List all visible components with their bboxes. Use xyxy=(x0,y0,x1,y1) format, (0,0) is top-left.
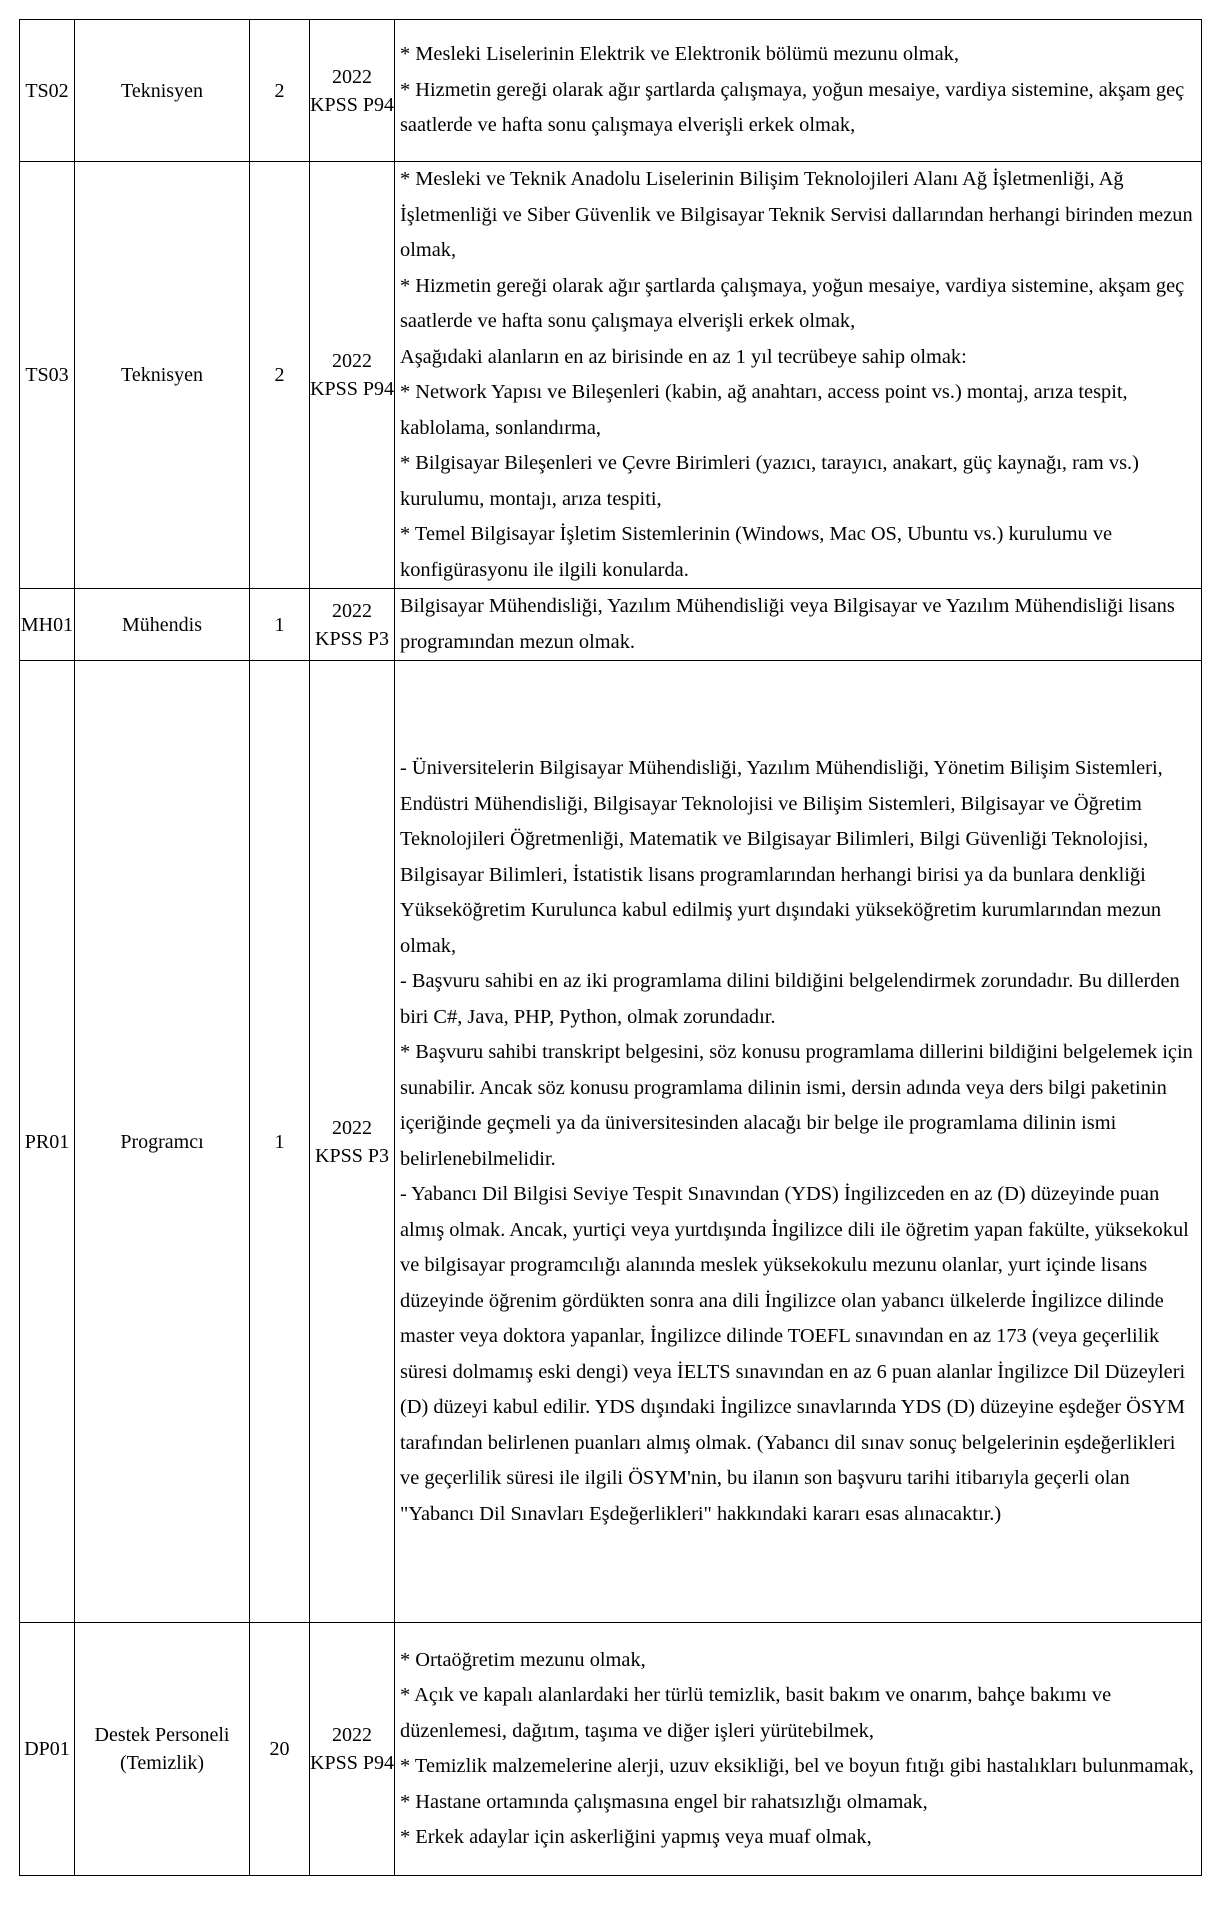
requirement-line: Bilgisayar Mühendisliği, Yazılım Mühendisliği veya Bilgisayar ve Yazılım Mühendisliği lisans programından mezun olmak. xyxy=(400,595,1175,653)
requirements-cell xyxy=(395,1623,1202,1876)
requirement-line: * Mesleki Liselerinin Elektrik ve Elektronik bölümü mezunu olmak, xyxy=(400,43,959,66)
requirement-line: * Mesleki ve Teknik Anadolu Liselerinin Bilişim Teknolojileri Alanı Ağ İşletmenliği, Ağ İşletmenliği ve Siber Güvenlik ve Bilgisayar Teknik Servisi dallarından herhangi birinden mezun olmak, xyxy=(400,168,1193,261)
table-row xyxy=(20,589,1202,661)
exam-type: KPSS P3 xyxy=(315,627,389,650)
requirements-cell xyxy=(395,20,1202,162)
position-code: TS03 xyxy=(20,162,75,589)
requirement-line: * Açık ve kapalı alanlardaki her türlü temizlik, basit bakım ve onarım, bahçe bakımı ve düzenlemesi, dağıtım, taşıma ve diğer işleri yürütebilmek, xyxy=(400,1684,1112,1742)
exam-info xyxy=(310,20,395,162)
position-title: Mühendis xyxy=(75,589,250,661)
exam-info xyxy=(310,162,395,589)
exam-type: KPSS P3 xyxy=(315,1144,389,1167)
requirement-line: - Başvuru sahibi en az iki programlama dilini bildiğini belgelendirmek zorundadır. Bu dillerden biri C#, Java, PHP, Python, olmak zorundadır. xyxy=(400,970,1180,1028)
exam-year: 2022 xyxy=(332,599,372,622)
position-title: Teknisyen xyxy=(75,20,250,162)
requirement-line: * Temel Bilgisayar İşletim Sistemlerinin (Windows, Mac OS, Ubuntu vs.) kurulumu ve konfigürasyonu ile ilgili konularda. xyxy=(400,523,1113,581)
requirement-line: * Bilgisayar Bileşenleri ve Çevre Birimleri (yazıcı, tarayıcı, anakart, güç kaynağı, ram vs.) kurulumu, montajı, arıza tespiti, xyxy=(400,452,1139,510)
position-code: PR01 xyxy=(20,661,75,1623)
exam-year: 2022 xyxy=(332,1724,372,1746)
exam-info xyxy=(310,661,395,1623)
requirements-cell xyxy=(395,589,1202,661)
table-row xyxy=(20,20,1202,162)
requirements-cell xyxy=(395,661,1202,1623)
exam-year: 2022 xyxy=(332,1116,372,1139)
exam-type: KPSS P94 xyxy=(310,1752,394,1774)
position-count: 20 xyxy=(250,1623,310,1876)
requirement-line: * Temizlik malzemelerine alerji, uzuv eksikliği, bel ve boyun fıtığı gibi hastalıkları bulunmamak, xyxy=(400,1755,1194,1777)
position-count: 1 xyxy=(250,661,310,1623)
exam-year: 2022 xyxy=(332,65,372,88)
table-row xyxy=(20,162,1202,589)
requirement-line: * Erkek adaylar için askerliğini yapmış veya muaf olmak, xyxy=(400,1826,872,1848)
document-page xyxy=(19,19,1202,1876)
position-code: TS02 xyxy=(20,20,75,162)
exam-year: 2022 xyxy=(332,350,372,372)
requirement-line: * Hastane ortamında çalışmasına engel bir rahatsızlığı olmamak, xyxy=(400,1790,928,1813)
exam-info xyxy=(310,589,395,661)
position-title: Programcı xyxy=(75,661,250,1623)
positions-table xyxy=(19,19,1202,1876)
exam-type: KPSS P94 xyxy=(310,378,394,400)
position-count: 1 xyxy=(250,589,310,661)
positions-table-body xyxy=(20,20,1202,1876)
position-count: 2 xyxy=(250,20,310,162)
position-code: MH01 xyxy=(20,589,75,661)
requirement-line: Aşağıdaki alanların en az birisinde en az 1 yıl tecrübeye sahip olmak: xyxy=(400,345,967,368)
exam-type: KPSS P94 xyxy=(310,93,394,116)
requirement-line: * Ortaöğretim mezunu olmak, xyxy=(400,1648,646,1671)
requirement-line: * Hizmetin gereği olarak ağır şartlarda çalışmaya, yoğun mesaiye, vardiya sistemine, akşam geç saatlerde ve hafta sonu çalışmaya elverişli erkek olmak, xyxy=(400,274,1185,332)
table-row xyxy=(20,661,1202,1623)
requirements-cell xyxy=(395,162,1202,589)
requirement-line: - Yabancı Dil Bilgisi Seviye Tespit Sınavından (YDS) İngilizceden en az (D) düzeyinde puan almış olmak. Ancak, yurtiçi veya yurtdışında İngilizce dili ile öğretim yapan fakülte, yüksekokul ve bilgisayar programcılığı alanında meslek yüksekokulu mezunu olanlar, yurt içinde lisans düzeyinde öğrenim gördükten sonra ana dili İngilizce olan yabancı ülkelerde İngilizce dilinde master veya doktora yapanlar, İngilizce dilinde TOEFL sınavından en az 173 (veya geçerlilik süresi dolmamış eski dengi) veya İELTS sınavından en az 6 puan alanlar İngilizce Dil Düzeyleri (D) düzeyi kabul edilir. YDS dışındaki İngilizce sınavlarında YDS (D) düzeyine eşdeğer ÖSYM tarafından belirlenen puanları almış olmak. (Yabancı dil sınav sonuç belgelerinin eşdeğerlikleri ve geçerlilik süresi ile ilgili ÖSYM'nin, bu ilanın son başvuru tarihi itibarıyla geçerli olan "Yabancı Dil Sınavları Eşdeğerlikleri" hakkındaki kararı esas alınacaktır.) xyxy=(400,1183,1189,1525)
position-title: Destek Personeli (Temizlik) xyxy=(75,1623,250,1876)
position-title: Teknisyen xyxy=(75,162,250,589)
requirement-line: - Üniversitelerin Bilgisayar Mühendisliği, Yazılım Mühendisliği, Yönetim Bilişim Sistemleri, Endüstri Mühendisliği, Bilgisayar Teknolojisi ve Bilişim Sistemleri, Bilgisayar ve Öğretim Teknolojileri Öğretmenliği, Matematik ve Bilgisayar Bilimleri, Bilgi Güvenliği Teknolojisi, Bilgisayar Bilimleri, İstatistik lisans programlarından herhangi birisi ya da bunlara denkliği Yükseköğretim Kurulunca kabul edilmiş yurt dışındaki yükseköğretim kurumlarından mezun olmak, xyxy=(400,757,1163,957)
position-count: 2 xyxy=(250,162,310,589)
requirement-line: * Network Yapısı ve Bileşenleri (kabin, ağ anahtarı, access point vs.) montaj, arıza tespit, kablolama, sonlandırma, xyxy=(400,381,1128,439)
requirement-line: * Hizmetin gereği olarak ağır şartlarda çalışmaya, yoğun mesaiye, vardiya sistemine, akşam geç saatlerde ve hafta sonu çalışmaya elverişli erkek olmak, xyxy=(400,78,1185,137)
table-row xyxy=(20,1623,1202,1876)
requirement-line: * Başvuru sahibi transkript belgesini, söz konusu programlama dillerini bildiğini belgelemek için sunabilir. Ancak söz konusu programlama dilinin ismi, dersin adında veya ders bilgi paketinin içeriğinde geçmeli ya da üniversitesinden alacağı bir belge ile programlama dilinin ismi belirlenebilmelidir. xyxy=(400,1041,1193,1170)
exam-info xyxy=(310,1623,395,1876)
position-code: DP01 xyxy=(20,1623,75,1876)
